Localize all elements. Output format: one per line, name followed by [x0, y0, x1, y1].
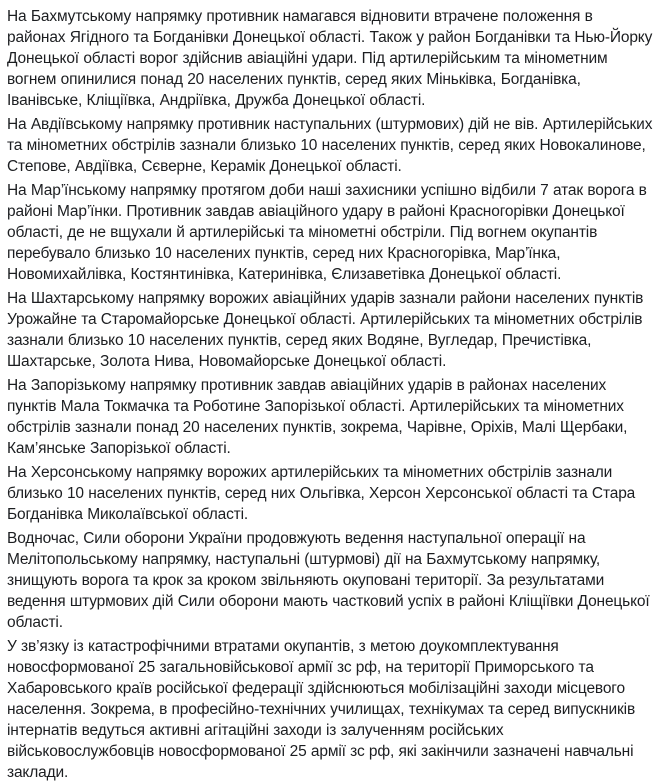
paragraph-kherson-direction: На Херсонському напрямку ворожих артилерійських та мінометних обстрілів зазнали близько 10 населених пунктів, серед них Ольгівка, Херсон Херсонської області та Стара Богданівка Миколаївської області.: [7, 464, 636, 523]
paragraph-defense-forces-offensive: Водночас, Сили оборони України продовжують ведення наступальної операції на Мелітопольському напрямку, наступальні (штурмові) дії на Бахмутському напрямку, знищують ворога та крок за кроком звільняють окуповані території. За результатами ведення штурмових дій Сили оборони мають частковий успіх в районі Кліщіївки Донецької області.: [7, 530, 650, 631]
paragraph-zaporizhzhia-direction: На Запорізькому напрямку противник завдав авіаційних ударів в районах населених пунктів Мала Токмачка та Роботине Запорізької області. Артилерійських та мінометних обстрілів зазнали понад 20 населених пунктів, зокрема, Чарівне, Оріхів, Малі Щербаки, Кам’янське Запорізької області.: [7, 377, 628, 457]
paragraph-marinka-direction: На Мар’їнському напрямку протягом доби наші захисники успішно відбили 7 атак ворога в районі Мар’їнки. Противник завдав авіаційного удару в районі Красногорівки Донецької області, де не вщухали й артилерійські та мінометні обстріли. Під вогнем окупантів перебувало близько 10 населених пунктів, серед них Красногорівка, Мар’їнка, Новомихайлівка, Костянтинівка, Катеринівка, Єлизаветівка Донецької області.: [7, 182, 647, 283]
paragraph-russian-mobilization: У зв’язку із катастрофічними втратами окупантів, з метою доукомплектування новосформованої 25 загальновійськової армії зс рф, на території Приморського та Хабаровського країв російської федерації здійснюються мобілізаційні заходи місцевого населення. Зокрема, в професійно-технічних училищах, технікумах та серед випускників інтернатів ведуться активні агітаційні заходи із залученням російських військовослужбовців новосформованої 25 армії зс рф, які закінчили зазначені навчальні заклади.: [7, 638, 636, 781]
paragraph-bakhmut-direction: На Бахмутському напрямку противник намагався відновити втрачене положення в районах Ягідного та Богданівки Донецької області. Також у район Богданівки та Нью-Йорку Донецької області ворог здійснив авіаційні удари. Під артилерійським та мінометним вогнем опинилися понад 20 населених пунктів, серед яких Міньківка, Богданівка, Іванівське, Кліщіївка, Андріївка, Дружба Донецької області.: [7, 8, 653, 109]
paragraph-avdiivka-direction: На Авдіївському напрямку противник наступальних (штурмових) дій не вів. Артилерійських та мінометних обстрілів зазнали близько 10 населених пунктів, серед яких Новокалинове, Степове, Авдіївка, Сєверне, Керамік Донецької області.: [7, 116, 653, 175]
paragraph-shakhtarske-direction: На Шахтарському напрямку ворожих авіаційних ударів зазнали райони населених пунктів Урожайне та Старомайорське Донецької області. Артилерійських та мінометних обстрілів зазнали близько 10 населених пунктів, серед яких Водяне, Вугледар, Пречистівка, Шахтарське, Золота Нива, Новомайорське Донецької області.: [7, 290, 644, 370]
